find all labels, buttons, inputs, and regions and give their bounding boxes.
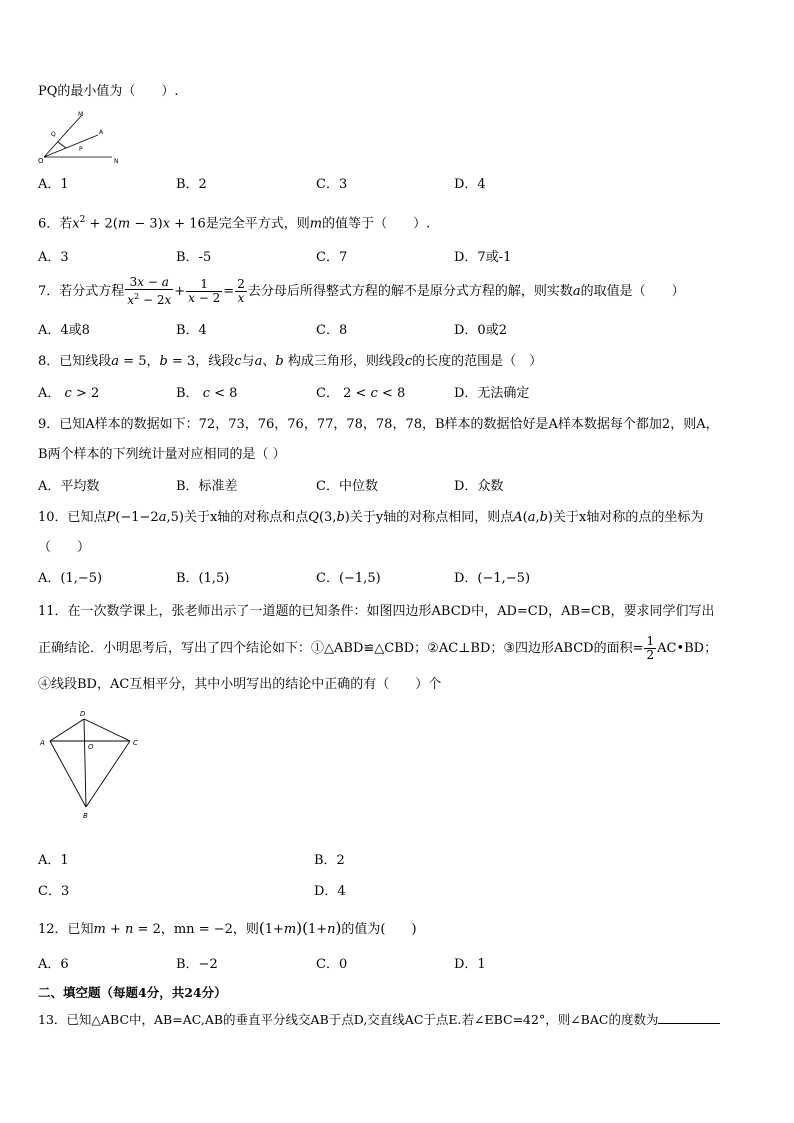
q5-option-b: B．2 <box>176 177 207 192</box>
q10-post: 关于x轴对称的点的坐标为 <box>553 510 704 525</box>
q10-line2: （ ） <box>38 540 91 555</box>
q8-option-b: B． c < 8 <box>176 386 238 401</box>
q10-option-a: A．(1,−5) <box>38 571 103 586</box>
q11-label-O: O <box>88 743 94 751</box>
q11-line2: 正确结论．小明思考后，写出了四个结论如下：①△ABD≌△CBD；②AC⊥BD；③四边形ABCD的面积= $\frac{1}{2}$ AC•BD； <box>38 634 718 662</box>
q13-answer-blank[interactable] <box>658 1011 720 1024</box>
q11-line3: ④线段BD，AC互相平分，其中小明写出的结论中正确的有（ ）个 <box>38 677 442 692</box>
q10-pre: 10．已知点 <box>38 510 107 525</box>
q9-option-c: C．中位数 <box>316 479 378 494</box>
q11-line1: 11．在一次数学课上，张老师出示了一道题的已知条件：如图四边形ABCD中，AD=CD，AB=CB，要求同学们写出 <box>38 604 715 619</box>
q5-option-d: D．4 <box>454 177 486 192</box>
q8-mid2: 与 <box>241 354 255 369</box>
q12-pre: 12．已知 <box>38 922 94 937</box>
q6-option-d: D．7或-1 <box>454 250 512 265</box>
q5-label-M: M <box>78 111 84 118</box>
q7-pre: 7．若分式方程 <box>38 284 125 299</box>
q10-option-d: D．(−1,−5) <box>454 571 531 586</box>
q10-mid: 关于x轴的对称点和点 <box>183 510 309 525</box>
q5-label-P: P <box>79 146 83 153</box>
q11-option-d: D．4 <box>314 884 346 899</box>
q7-post2: 的取值是（ ） <box>580 284 685 299</box>
q9-line1: 9．已知A样本的数据如下：72，73，76，76，77，78，78，78，B样本的数据恰好是A样本数据每个都加2，则A， <box>38 417 719 432</box>
q11-label-C: C <box>133 739 138 747</box>
q7-option-b: B．4 <box>176 323 207 338</box>
q13-text <box>38 1011 720 1028</box>
q11-label-A: A <box>40 739 45 747</box>
q12-option-d: D．1 <box>454 957 486 972</box>
q8-post2: 的长度的范围是（ ） <box>412 354 543 369</box>
q12-option-b: B．−2 <box>176 957 218 972</box>
section-heading: 二、填空题（每题4分，共24分） <box>38 985 227 1000</box>
q6-post2: 的值等于（ ）. <box>322 216 431 232</box>
q13-body: 13．已知△ABC中，AB=AC,AB的垂直平分线交AB于点D,交直线AC于点E.若∠EBC=42°，则∠BAC的度数为 <box>38 1012 659 1027</box>
q5-text: PQ的最小值为（ ）. <box>38 84 179 99</box>
q12-option-c: C．0 <box>316 957 348 972</box>
q5-label-O: O <box>38 157 44 165</box>
q12-option-a: A．6 <box>38 957 69 972</box>
q11-label-B: B <box>83 812 88 820</box>
q8-post: 构成三角形，则线段 <box>287 354 405 369</box>
q6-option-c: C．7 <box>316 250 348 265</box>
q11-line2b: AC•BD； <box>657 641 718 656</box>
q9-option-b: B．标准差 <box>176 479 238 494</box>
q8-text: 8．已知线段a = 5，b = 3，线段c与a、b 构成三角形，则线段c的长度的范围是（ ） <box>38 354 543 369</box>
q12-mid: ，mn = −2，则 <box>160 922 259 937</box>
q9-line2: B两个样本的下列统计量对应相同的是（ ） <box>38 447 286 462</box>
q7-text: 7．若分式方程 $\frac{3x - a}{x^2 - 2x}$ + $\frac{1}{x - 2}$ = $\frac{2}{x}$ 去分母后所得整式方程的解不是原分式方程的解，则实数a的取值是（ ） <box>38 275 685 307</box>
q5-figure <box>36 108 126 168</box>
q9-option-d: D．众数 <box>454 479 504 494</box>
q7-option-d: D．0或2 <box>454 323 507 338</box>
q5-label-Q: Q <box>51 131 56 138</box>
q7-post: 去分母后所得整式方程的解不是原分式方程的解，则实数 <box>247 284 573 299</box>
q8-pre: 8．已知线段 <box>38 354 112 369</box>
q8-mid3: 、 <box>262 354 276 369</box>
q5-label-N: N <box>114 158 119 165</box>
q10-option-b: B．(1,5) <box>176 571 230 586</box>
q6-option-a: A．3 <box>38 250 69 265</box>
q6-text: 6．若$x^2 + 2(m - 3)x + 16$是完全平方式，则m的值等于（ ）. <box>38 215 431 232</box>
q11-label-D: D <box>80 710 86 718</box>
q11-option-a: A．1 <box>38 853 69 868</box>
q12-post: 的值为( ) <box>341 922 417 937</box>
q8-option-c: C． 2 < c < 8 <box>316 386 406 401</box>
q11-option-c: C．3 <box>38 884 70 899</box>
q5-option-c: C．3 <box>316 177 348 192</box>
q10-mid2: 关于y轴的对称点相同，则点 <box>349 510 514 525</box>
q7-option-a: A．4或8 <box>38 323 90 338</box>
q11-line2a: 正确结论．小明思考后，写出了四个结论如下：①△ABD≌△CBD；②AC⊥BD；③四边形ABCD的面积= <box>38 641 644 656</box>
q12-text: 12．已知m + n = 2，mn = −2，则(1+m)(1+n)的值为( ) <box>38 919 417 937</box>
q5-label-A: A <box>99 129 104 136</box>
q7-option-c: C．8 <box>316 323 348 338</box>
q9-option-a: A．平均数 <box>38 479 100 494</box>
q8-mid: ，线段 <box>195 354 235 369</box>
q6-pre: 6．若 <box>38 216 73 232</box>
q6-post: 是完全平方式，则 <box>205 216 310 232</box>
q5-option-a: A．1 <box>38 177 69 192</box>
q8-option-d: D．无法确定 <box>454 386 530 401</box>
q10-option-c: C．(−1,5) <box>316 571 381 586</box>
q11-option-b: B．2 <box>314 853 345 868</box>
q6-option-b: B．-5 <box>176 250 212 265</box>
q8-option-a: A． c > 2 <box>38 386 100 401</box>
q11-figure <box>34 706 144 821</box>
q10-text: 10．已知点P(−1−2a,5)关于x轴的对称点和点Q(3,b)关于y轴的对称点相同，则点A(a,b)关于x轴对称的点的坐标为 <box>38 510 704 525</box>
